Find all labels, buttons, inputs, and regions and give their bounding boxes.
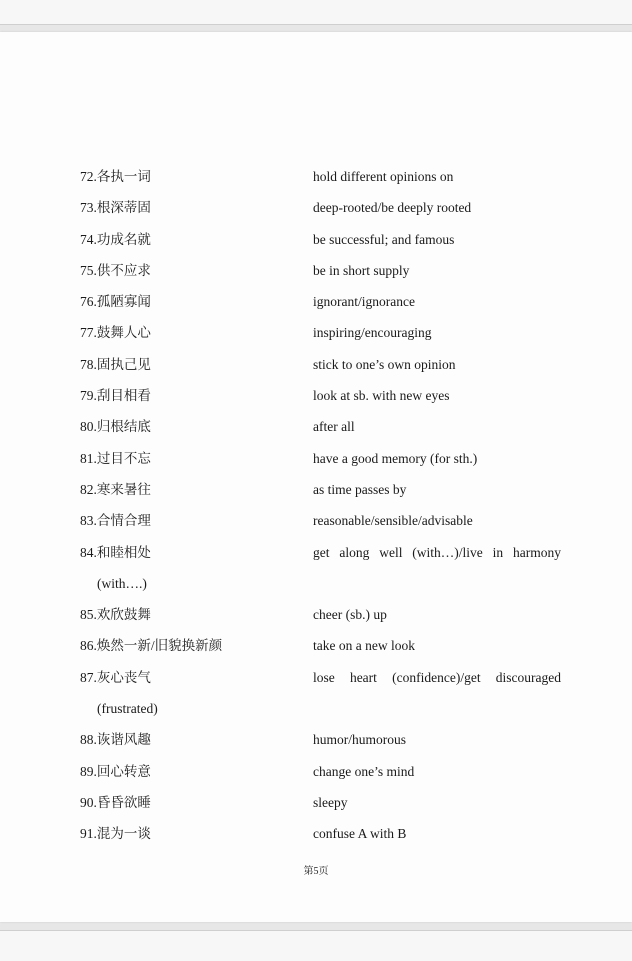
english-translation: be successful; and famous (313, 231, 455, 247)
english-translation: after all (313, 419, 355, 435)
english-translation: reasonable/sensible/advisable (313, 513, 473, 529)
vocab-entry (0, 192, 632, 223)
translation-continuation (0, 693, 632, 724)
entry-number: 77. (80, 325, 97, 341)
english-translation: get along well (with…)/live in harmony (313, 544, 561, 560)
entry-number: 75. (80, 262, 97, 278)
entry-number: 78. (80, 356, 97, 372)
chinese-text: 焕然一新/旧貌换新颜 (96, 638, 223, 654)
english-translation: confuse A with B (313, 826, 407, 842)
chinese-text: 回心转意 (96, 763, 151, 779)
vocab-entry (0, 349, 632, 380)
chinese-term (80, 224, 151, 255)
vocab-entry (0, 411, 632, 442)
chinese-text: 鼓舞人心 (96, 325, 151, 341)
chinese-text: 归根结底 (96, 419, 151, 435)
entry-number: 81. (80, 450, 97, 466)
english-translation: inspiring/encouraging (313, 325, 432, 341)
chinese-term (80, 630, 222, 661)
page-number: 第5页 (303, 866, 329, 877)
chinese-term (80, 443, 151, 474)
english-translation: look at sb. with new eyes (313, 388, 450, 404)
entry-number: 91. (80, 826, 97, 842)
chinese-term (80, 411, 151, 442)
continuation-text: (with….) (97, 575, 147, 591)
english-translation: deep-rooted/be deeply rooted (313, 200, 472, 216)
vocab-entry (0, 505, 632, 536)
entry-number: 76. (80, 294, 97, 310)
chinese-term (80, 380, 151, 411)
vocab-entry (0, 224, 632, 255)
chinese-term (80, 474, 151, 505)
continuation-text: (frustrated) (97, 701, 158, 717)
vocab-entry (0, 380, 632, 411)
chinese-text: 欢欣鼓舞 (96, 607, 151, 623)
vocab-entry (0, 537, 632, 568)
entry-number: 87. (80, 669, 97, 685)
vocab-entry (0, 255, 632, 286)
entry-number: 74. (80, 231, 97, 247)
chinese-text: 供不应求 (96, 262, 151, 278)
chinese-term (80, 505, 151, 536)
chinese-text: 根深蒂固 (96, 200, 151, 216)
chinese-text: 固执己见 (96, 356, 151, 372)
entry-number: 83. (80, 513, 97, 529)
chinese-text: 混为一谈 (96, 826, 151, 842)
previous-page-edge (0, 0, 632, 25)
entry-number: 80. (80, 419, 97, 435)
chinese-term (80, 349, 151, 380)
english-translation: stick to one’s own opinion (313, 356, 456, 372)
vocab-entry (0, 756, 632, 787)
vocab-entry (0, 161, 632, 192)
entry-number: 79. (80, 388, 97, 404)
chinese-term (80, 255, 151, 286)
chinese-term (80, 787, 151, 818)
english-translation: sleepy (313, 794, 348, 810)
chinese-text: 功成名就 (96, 231, 151, 247)
english-translation: change one’s mind (313, 763, 415, 779)
entry-number: 73. (80, 200, 97, 216)
entry-number: 88. (80, 732, 97, 748)
entry-number: 82. (80, 481, 97, 497)
chinese-term (80, 756, 151, 787)
entry-number: 90. (80, 794, 97, 810)
document-page (0, 32, 632, 922)
chinese-text: 寒来暑往 (96, 481, 151, 497)
chinese-text: 过目不忘 (96, 450, 151, 466)
entry-number: 72. (80, 169, 97, 184)
chinese-text: 各执一词 (96, 169, 151, 184)
chinese-term (80, 161, 151, 192)
vocab-entry (0, 317, 632, 348)
english-translation: have a good memory (for sth.) (313, 450, 478, 466)
chinese-term (80, 537, 151, 568)
english-translation: as time passes by (313, 481, 407, 497)
chinese-text: 孤陋寡闻 (96, 294, 151, 310)
english-translation: be in short supply (313, 262, 410, 278)
next-page-edge (0, 930, 632, 961)
vocab-entry (0, 787, 632, 818)
english-translation: hold different opinions on (313, 169, 454, 184)
chinese-term (80, 724, 151, 755)
chinese-text: 诙谐风趣 (96, 732, 151, 748)
chinese-text: 和睦相处 (96, 544, 151, 560)
english-translation: humor/humorous (313, 732, 406, 748)
entry-number: 84. (80, 544, 97, 560)
vocab-entry (0, 443, 632, 474)
vocab-entry (0, 818, 632, 849)
vocab-entry (0, 474, 632, 505)
entry-number: 86. (80, 638, 97, 654)
vocab-entry (0, 662, 632, 693)
translation-continuation (0, 568, 632, 599)
chinese-text: 灰心丧气 (96, 669, 151, 685)
vocab-entry (0, 286, 632, 317)
vocab-entry (0, 630, 632, 661)
vocabulary-list (0, 161, 632, 850)
english-translation: ignorant/ignorance (313, 294, 415, 310)
entry-number: 85. (80, 607, 97, 623)
english-translation: take on a new look (313, 638, 415, 654)
vocab-entry (0, 599, 632, 630)
chinese-term (80, 662, 151, 693)
entry-number: 89. (80, 763, 97, 779)
english-translation: cheer (sb.) up (313, 607, 387, 623)
chinese-term (80, 317, 151, 348)
english-translation: lose heart (confidence)/get discouraged (313, 669, 561, 685)
chinese-term (80, 192, 151, 223)
chinese-term (80, 599, 151, 630)
chinese-term (80, 286, 151, 317)
chinese-text: 昏昏欲睡 (96, 794, 151, 810)
vocab-entry (0, 724, 632, 755)
chinese-term (80, 818, 151, 849)
chinese-text: 合情合理 (96, 513, 151, 529)
chinese-text: 刮目相看 (96, 388, 151, 404)
